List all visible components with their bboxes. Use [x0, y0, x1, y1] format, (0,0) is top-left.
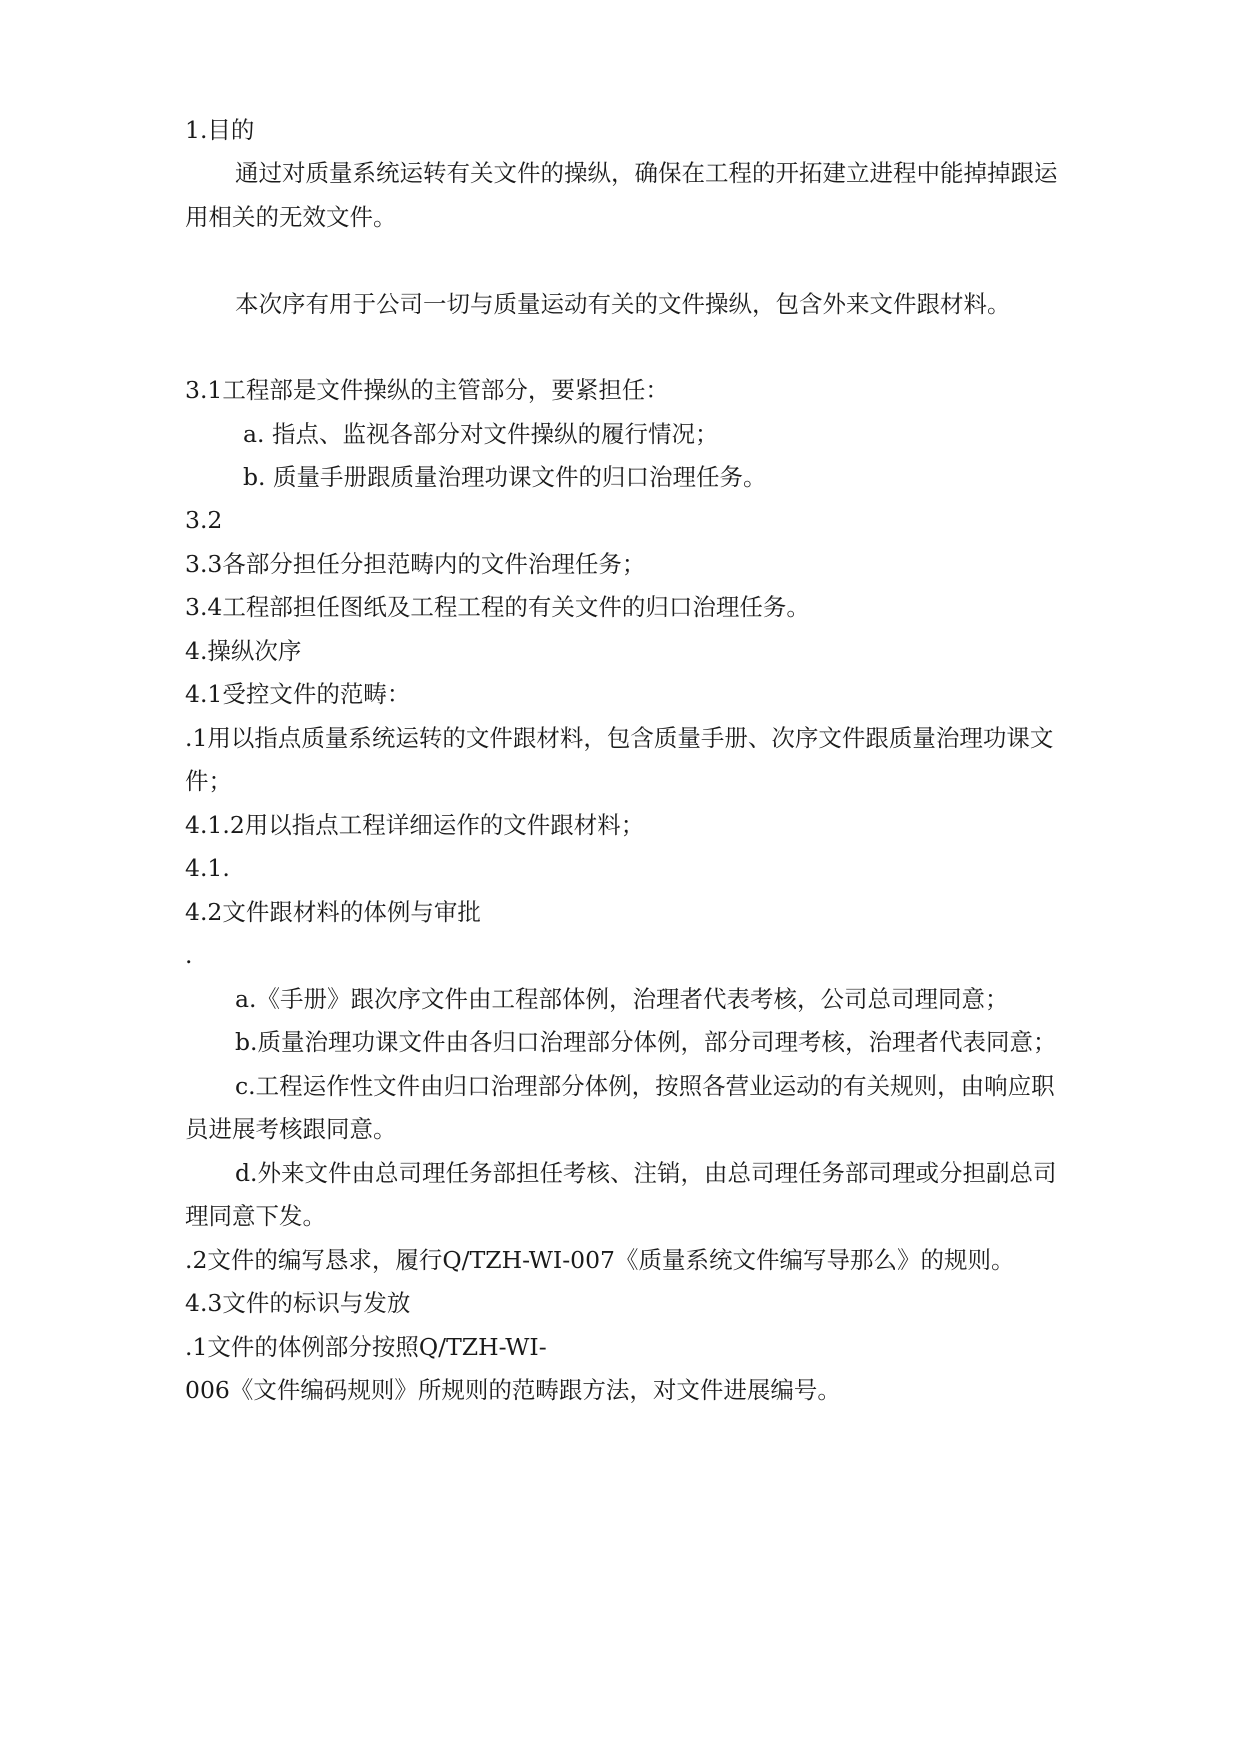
- clause-line: 3.3各部分担任分担范畴内的文件治理任务；: [185, 550, 646, 578]
- paragraph-line: 本次序有用于公司一切与质量运动有关的文件操纵，包含外来文件跟材料。: [235, 290, 1011, 318]
- section-heading-procedure: 4.操纵次序: [185, 637, 302, 665]
- list-item: b. 质量手册跟质量治理功课文件的归口治理任务。: [243, 463, 767, 491]
- list-item: a.《手册》跟次序文件由工程部体例，治理者代表考核，公司总司理同意；: [235, 985, 1009, 1013]
- paragraph-line: 通过对质量系统运转有关文件的操纵，确保在工程的开拓建立进程中能掉掉跟运: [235, 159, 1058, 187]
- clause-line: 4.3文件的标识与发放: [185, 1289, 411, 1317]
- clause-line: 3.2: [185, 506, 223, 534]
- list-item: c.工程运作性文件由归口治理部分体例，按照各营业运动的有关规则，由响应职: [235, 1072, 1055, 1100]
- paragraph-line: 用相关的无效文件。: [185, 203, 397, 231]
- clause-line: 4.1.: [185, 854, 230, 882]
- clause-line: .1用以指点质量系统运转的文件跟材料，包含质量手册、次序文件跟质量治理功课文: [185, 724, 1054, 752]
- clause-line: .: [185, 941, 193, 969]
- clause-line: 4.1受控文件的范畴：: [185, 680, 411, 708]
- clause-line: 006《文件编码规则》所规则的范畴跟方法，对文件进展编号。: [185, 1376, 841, 1404]
- clause-line: 3.1工程部是文件操纵的主管部分，要紧担任：: [185, 376, 669, 404]
- list-item: b.质量治理功课文件由各归口治理部分体例，部分司理考核，治理者代表同意；: [235, 1028, 1057, 1056]
- clause-line: .2文件的编写恳求，履行Q/TZH-WI-007《质量系统文件编写导那么》的规则。: [185, 1246, 1015, 1274]
- list-item: d.外来文件由总司理任务部担任考核、注销，由总司理任务部司理或分担副总司: [235, 1159, 1057, 1187]
- clause-line: .1文件的体例部分按照Q/TZH-WI-: [185, 1333, 547, 1361]
- clause-line: 件；: [185, 767, 232, 795]
- clause-line: 4.2文件跟材料的体例与审批: [185, 898, 481, 926]
- clause-line: 4.1.2用以指点工程详细运作的文件跟材料；: [185, 811, 645, 839]
- list-item: a. 指点、监视各部分对文件操纵的履行情况；: [243, 420, 719, 448]
- list-item-continuation: 理同意下发。: [185, 1202, 326, 1230]
- list-item-continuation: 员进展考核跟同意。: [185, 1115, 397, 1143]
- section-heading-purpose: 1.目的: [185, 116, 255, 144]
- clause-line: 3.4工程部担任图纸及工程工程的有关文件的归口治理任务。: [185, 593, 810, 621]
